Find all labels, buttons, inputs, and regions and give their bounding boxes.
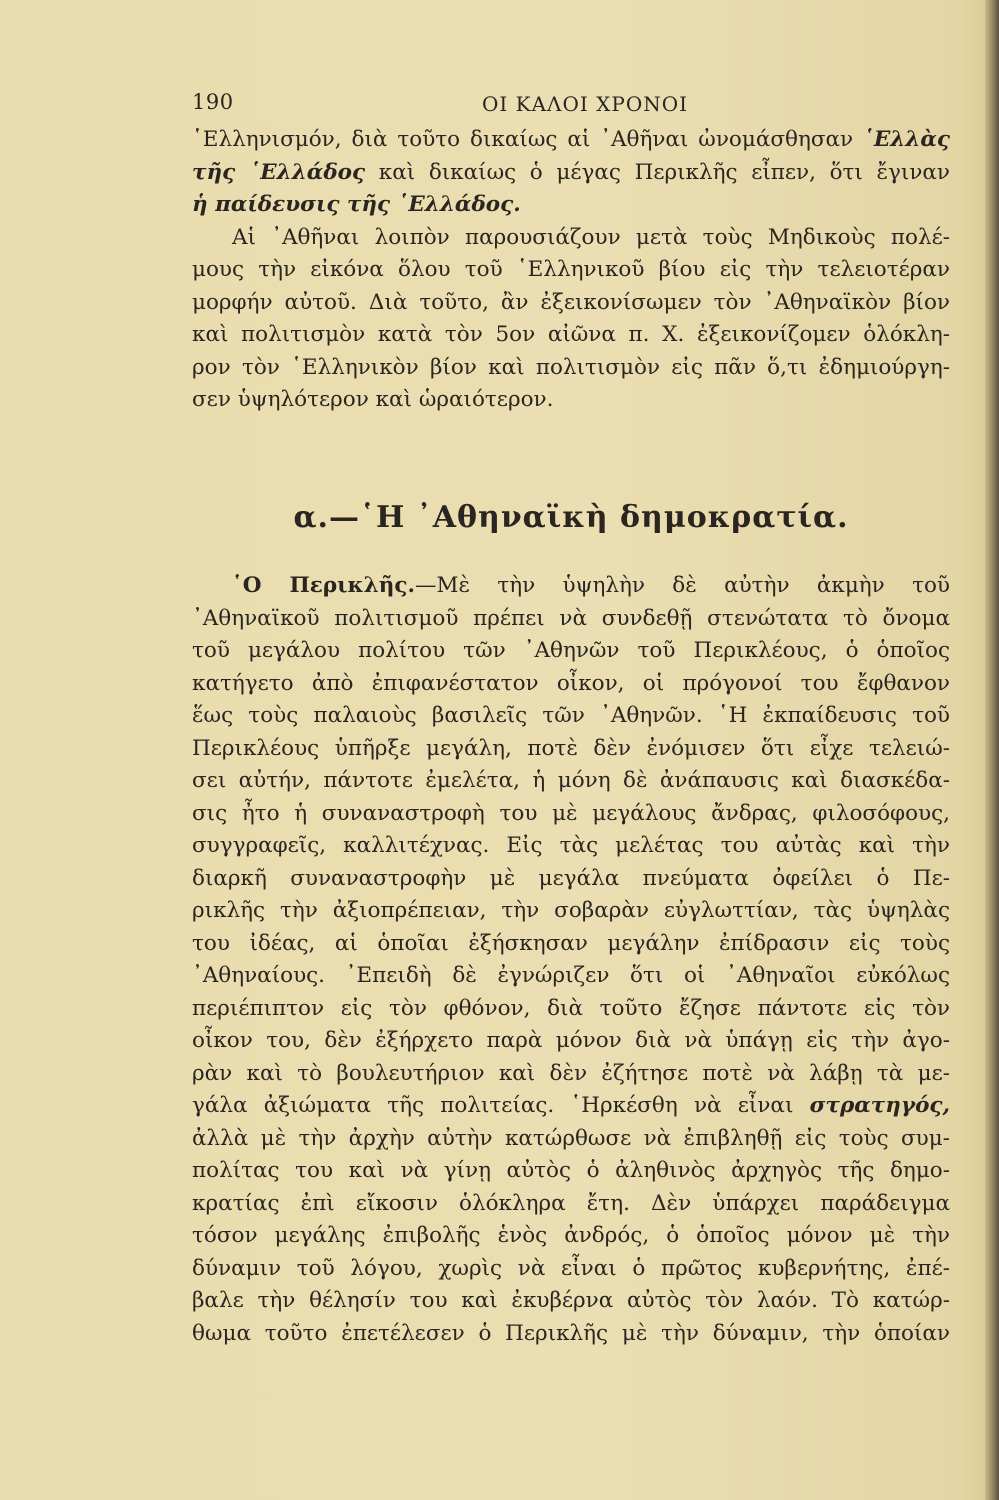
text-line: ρον τὸν ῾Ελληνικὸν βίον καὶ πολιτισμὸν εἰς πᾶν ὅ,τι ἐδημιούργη- xyxy=(192,354,950,380)
text-line: ρικλῆς τὴν ἀξιοπρέπειαν, τὴν σοβαρὰν εὐγλωττίαν, τὰς ὑψηλὰς xyxy=(192,898,950,923)
text-line: γάλα ἀξιώματα τῆς πολιτείας. ῾Ηρκέσθη νὰ εἶναι στρατηγός, xyxy=(192,1093,950,1118)
text-line: Αἱ ᾿Αθῆναι λοιπὸν παρουσιάζουν μετὰ τοὺς Μηδικοὺς πολέ- xyxy=(232,224,950,250)
emphasis-tis-ellados: τῆς ῾Ελλάδος xyxy=(192,159,366,185)
text-line: βαλε τὴν θέλησίν του καὶ ἐκυβέρνα αὐτὸς τὸν λαόν. Τὸ κατώρ- xyxy=(192,1288,950,1313)
section-title: α.—῾Η ᾿Αθηναϊκὴ δημοκρατία. xyxy=(293,500,849,535)
page-number: 190 xyxy=(192,90,234,114)
text-line: περιέπιπτον εἰς τὸν φθόνον, διὰ τοῦτο ἔζησε πάντοτε εἰς τὸν xyxy=(192,995,950,1021)
text-line: ᾿Αθηναίους. ᾿Επειδὴ δὲ ἐγνώριζεν ὅτι οἱ ᾿Αθηναῖοι εὐκόλως xyxy=(192,963,950,988)
emphasis-paideusis: ἡ παίδευσις τῆς ῾Ελλάδος. xyxy=(192,192,521,217)
page-edge xyxy=(985,0,999,1500)
text-line: οἶκον του, δὲν ἐξήρχετο παρὰ μόνον διὰ νὰ ὑπάγῃ εἰς τὴν ἀγο- xyxy=(192,1028,950,1053)
text-line: ᾿Αθηναϊκοῦ πολιτισμοῦ πρέπει νὰ συνδεθῇ στενώτατα τὸ ὄνομα xyxy=(192,605,950,631)
text-line: συγγραφεῖς, καλλιτέχνας. Εἰς τὰς μελέτας του αὐτὰς καὶ τὴν xyxy=(192,833,950,858)
text-line: κατήγετο ἀπὸ ἐπιφανέστατον οἶκον, οἱ πρόγονοί του ἔφθανον xyxy=(192,670,950,696)
pericles-paragraph xyxy=(192,570,950,1350)
text-line: του ἰδέας, αἱ ὁποῖαι ἐξήσκησαν μεγάλην ἐπίδρασιν εἰς τοὺς xyxy=(192,930,950,956)
text-line: σει αὐτήν, πάντοτε ἐμελέτα, ἡ μόνη δὲ ἀνάπαυσις καὶ διασκέδα- xyxy=(192,768,950,793)
text-line xyxy=(192,157,950,190)
text-line: ῾Ο Περικλῆς.—Μὲ τὴν ὑψηλὴν δὲ αὐτὴν ἀκμὴν τοῦ xyxy=(232,573,951,598)
text-line: ρὰν καὶ τὸ βουλευτήριον καὶ δὲν ἐζήτησε ποτὲ νὰ λάβῃ τὰ με- xyxy=(192,1060,950,1086)
emphasis-strategos: στρατηγός, xyxy=(809,1093,950,1118)
text-line: σις ἦτο ἡ συναναστροφὴ του μὲ μεγάλους ἄνδρας, φιλοσόφους, xyxy=(192,800,950,826)
text-line: ῾Ελληνισμόν, διὰ τοῦτο δικαίως αἱ ᾿Αθῆναι ὠνομάσθησαν ῾Ελλὰς xyxy=(192,127,950,152)
text-line: μορφήν αὐτοῦ. Διὰ τοῦτο, ἂν ἐξεικονίσωμεν τὸν ᾿Αθηναϊκὸν βίον xyxy=(192,289,950,315)
text-line: θωμα τοῦτο ἐπετέλεσεν ὁ Περικλῆς μὲ τὴν δύναμιν, τὴν ὁποίαν xyxy=(192,1320,950,1346)
text-line xyxy=(192,189,950,222)
text-line: ἀλλὰ μὲ τὴν ἀρχὴν αὐτὴν κατώρθωσε νὰ ἐπιβληθῇ εἰς τοὺς συμ- xyxy=(192,1125,950,1151)
text-line: Περικλέους ὑπῆρξε μεγάλη, ποτὲ δὲν ἐνόμισεν ὅτι εἶχε τελειώ- xyxy=(192,735,950,761)
intro-paragraph xyxy=(192,124,950,417)
text-line: ἕως τοὺς παλαιοὺς βασιλεῖς τῶν ᾿Αθηνῶν. ῾Η ἐκπαίδευσις τοῦ xyxy=(192,703,950,728)
text-line: δύναμιν τοῦ λόγου, χωρὶς νὰ εἶναι ὁ πρῶτος κυβερνήτης, ἐπέ- xyxy=(192,1255,950,1281)
text-line: τόσον μεγάλης ἐπιβολῆς ἑνὸς ἀνδρός, ὁ ὁποῖος μόνον μὲ τὴν xyxy=(192,1223,950,1248)
text-line: τοῦ μεγάλου πολίτου τῶν ᾿Αθηνῶν τοῦ Περικλέους, ὁ ὁποῖος xyxy=(192,638,950,663)
text-line: κρατίας ἐπὶ εἴκοσιν ὁλόκληρα ἔτη. Δὲν ὑπάρχει παράδειγμα xyxy=(192,1190,950,1216)
page-header xyxy=(192,90,952,124)
text-line: μους τὴν εἰκόνα ὅλου τοῦ ῾Ελληνικοῦ βίου εἰς τὴν τελειοτέραν xyxy=(192,257,950,282)
text-line: καὶ πολιτισμὸν κατὰ τὸν 5ον αἰῶνα π. Χ. ἐξεικονίζομεν ὁλόκλη- xyxy=(192,322,950,347)
section-lead: ῾Ο Περικλῆς. xyxy=(232,573,415,598)
text-line-rest: καὶ δικαίως ὁ μέγας Περικλῆς εἶπεν, ὅτι ἔγιναν xyxy=(365,159,950,185)
running-title: ΟΙ ΚΑΛΟΙ ΧΡΟΝΟΙ xyxy=(482,92,689,116)
text-line: σεν ὑψηλότερον καὶ ὡραιότερον. xyxy=(192,387,554,412)
emphasis-hellas: ῾Ελλὰς xyxy=(863,127,950,152)
text-line: πολίτας του καὶ νὰ γίνῃ αὐτὸς ὁ ἀληθινὸς ἀρχηγὸς τῆς δημο- xyxy=(192,1158,950,1183)
text-line: διαρκῆ συναναστροφὴν μὲ μεγάλα πνεύματα ὀφείλει ὁ Πε- xyxy=(192,865,950,891)
